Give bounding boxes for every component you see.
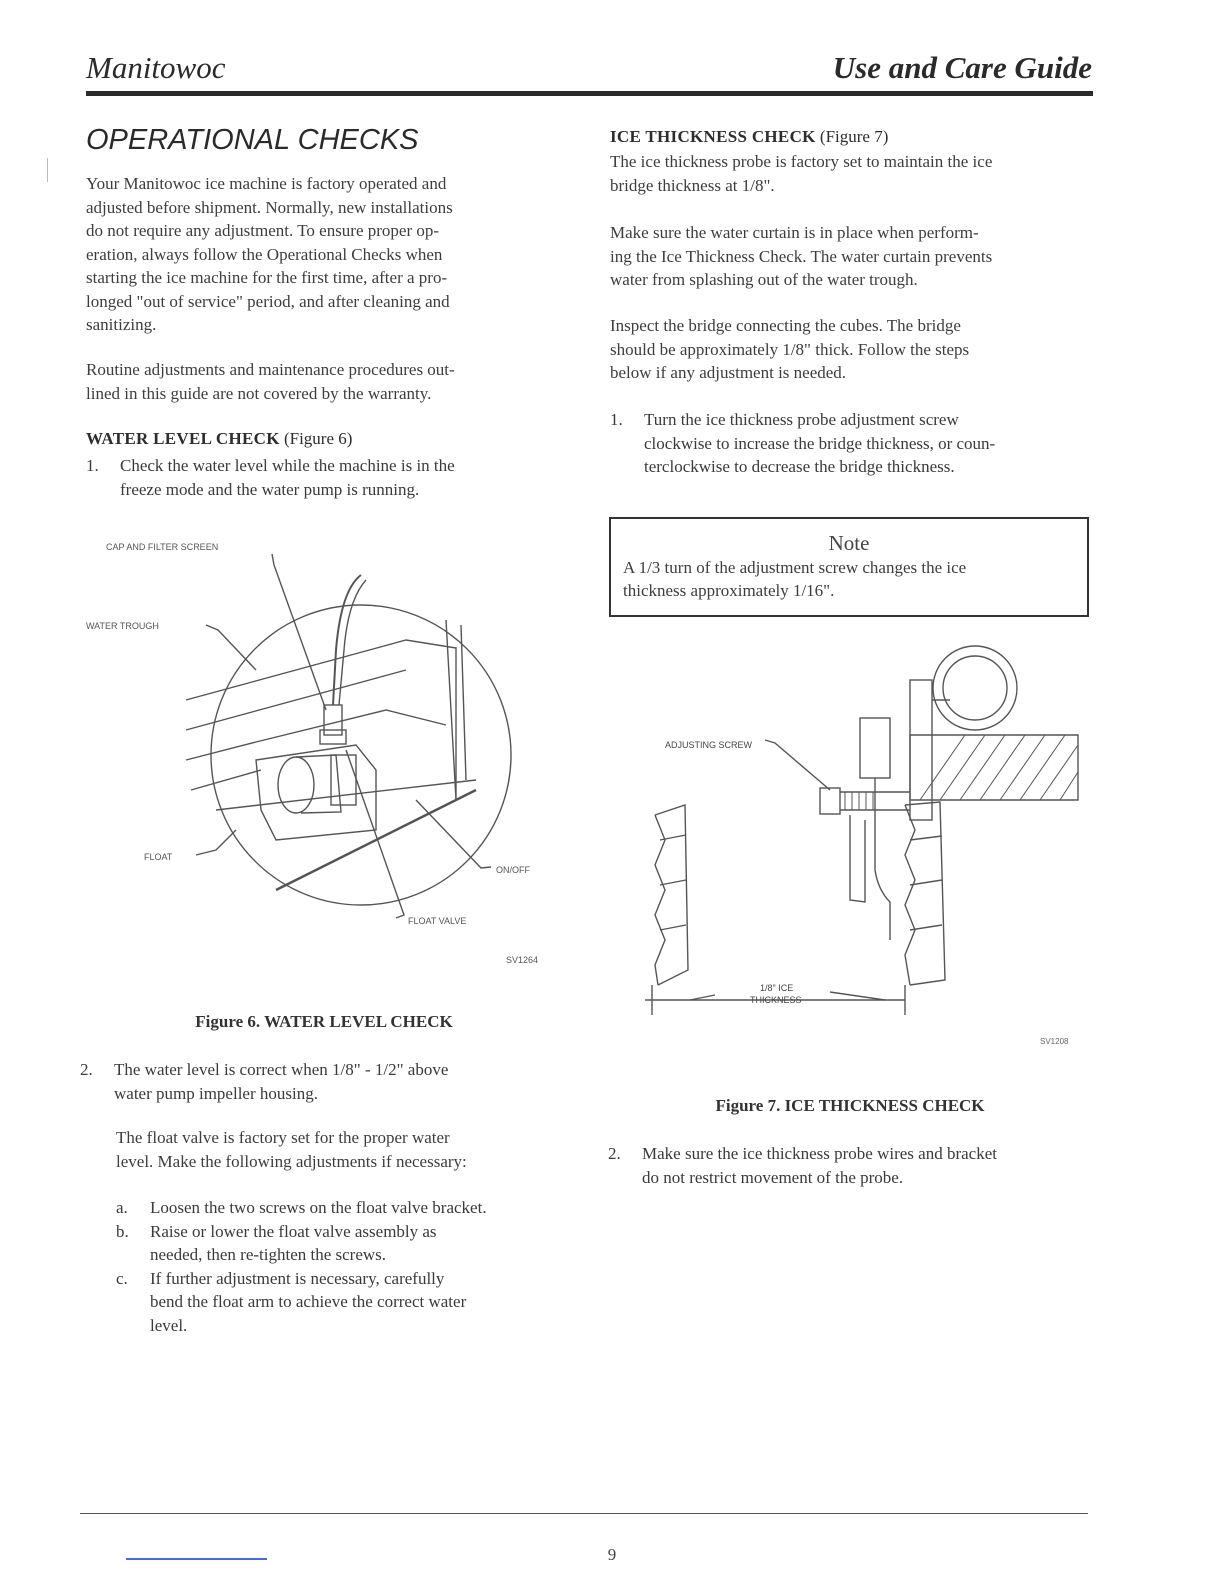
label-ice-thickness-line-1: 1/8" ICE — [760, 983, 794, 993]
ice-intro-line: bridge thickness at 1/8". — [610, 175, 775, 195]
figure-7-caption: Figure 7. ICE THICKNESS CHECK — [715, 1096, 985, 1115]
sub-step-line: needed, then re-tighten the screws. — [150, 1245, 387, 1264]
step-line: water pump impeller housing. — [114, 1083, 318, 1103]
sub-step-letter: c. — [116, 1268, 128, 1288]
note-line: thickness approximately 1/16". — [623, 581, 835, 600]
sub-step-line: Raise or lower the float valve assembly as — [150, 1221, 437, 1241]
ice-thickness-heading — [610, 127, 888, 147]
ice-step-2 — [608, 1142, 1088, 1189]
label-on-off: ON/OFF — [496, 865, 530, 875]
step-line: Check the water level while the machine is in the — [120, 456, 455, 475]
ice-step-1 — [610, 408, 1090, 479]
water-level-head-text: WATER LEVEL CHECK — [86, 429, 280, 448]
step-line: The water level is correct when 1/8" - 1/2" above — [114, 1060, 449, 1079]
intro-line: do not require any adjustment. To ensure proper op- — [86, 221, 440, 240]
note-line: A 1/3 turn of the adjustment screw changes the ice — [623, 558, 967, 577]
curtain-line: ing the Ice Thickness Check. The water curtain prevents — [610, 246, 993, 266]
inspect-line: below if any adjustment is needed. — [610, 363, 847, 382]
sub-step-a — [116, 1196, 558, 1220]
note-title: Note — [828, 531, 870, 555]
intro-paragraph — [86, 172, 562, 337]
sub-step-line: If further adjustment is necessary, carefully — [150, 1268, 445, 1288]
water-level-step-1 — [86, 454, 562, 501]
section-title: OPERATIONAL CHECKS — [86, 124, 419, 156]
routine-line: lined in this guide are not covered by the warranty. — [86, 383, 432, 403]
label-float: FLOAT — [144, 852, 173, 862]
step-number: 2. — [608, 1144, 621, 1163]
sub-step-b — [116, 1220, 558, 1267]
routine-paragraph — [86, 358, 562, 405]
sub-step-letter: a. — [116, 1198, 128, 1217]
water-level-step-2 — [80, 1058, 558, 1105]
label-ice-thickness-line-2: THICKNESS — [750, 995, 802, 1005]
label-figure-code: SV1208 — [1040, 1037, 1069, 1046]
water-curtain-paragraph — [610, 221, 1090, 292]
step-line: freeze mode and the water pump is running. — [120, 479, 420, 499]
adjustment-sub-steps — [116, 1196, 558, 1337]
note-text — [611, 556, 1087, 602]
step-number: 1. — [610, 410, 623, 429]
sub-step-letter: b. — [116, 1221, 129, 1241]
intro-line: starting the ice machine for the first time, after a pro- — [86, 268, 448, 287]
water-level-heading — [86, 429, 352, 449]
inspect-bridge-paragraph — [610, 314, 1090, 385]
ice-thickness-head-text: ICE THICKNESS CHECK — [610, 127, 816, 146]
ice-thickness-fig-ref: (Figure 7) — [819, 127, 889, 146]
figure-7-ice-thickness-diagram — [620, 640, 1090, 1060]
label-figure-code: SV1264 — [506, 955, 539, 965]
sub-step-c — [116, 1267, 558, 1338]
label-float-valve: FLOAT VALVE — [408, 916, 467, 926]
intro-line: eration, always follow the Operational Checks when — [86, 244, 443, 264]
intro-line: Your Manitowoc ice machine is factory operated and — [86, 174, 447, 193]
label-cap-filter: CAP AND FILTER SCREEN — [106, 542, 219, 552]
step-line: do not restrict movement of the probe. — [642, 1167, 904, 1187]
curtain-line: Make sure the water curtain is in place when perform- — [610, 223, 979, 242]
note-box — [609, 517, 1089, 617]
brand-name: Manitowoc — [86, 50, 226, 85]
guide-title: Use and Care Guide — [832, 50, 1092, 85]
step-line: clockwise to increase the bridge thickness, or coun- — [644, 433, 996, 453]
intro-line: sanitizing. — [86, 315, 157, 334]
sub-step-line: bend the float arm to achieve the correct water — [150, 1292, 467, 1311]
footer-rule — [80, 1513, 1088, 1514]
routine-line: Routine adjustments and maintenance procedures out- — [86, 360, 455, 379]
float-valve-paragraph — [116, 1126, 558, 1173]
label-water-trough: WATER TROUGH — [86, 621, 159, 631]
ice-intro-paragraph — [610, 150, 1090, 197]
margin-mark — [47, 158, 48, 182]
float-line: level. Make the following adjustments if necessary: — [116, 1151, 467, 1171]
step-line: Make sure the ice thickness probe wires and bracket — [642, 1144, 997, 1163]
header-rule — [86, 91, 1093, 96]
inspect-line: Inspect the bridge connecting the cubes. The bridge — [610, 316, 961, 335]
ice-intro-line: The ice thickness probe is factory set to maintain the ice — [610, 152, 993, 171]
step-line: terclockwise to decrease the bridge thickness. — [644, 457, 955, 476]
step-line: Turn the ice thickness probe adjustment screw — [644, 410, 959, 429]
scan-artifact-line — [126, 1558, 267, 1560]
float-line: The float valve is factory set for the proper water — [116, 1128, 450, 1147]
figure-6-caption: Figure 6. WATER LEVEL CHECK — [195, 1012, 453, 1031]
curtain-line: water from splashing out of the water trough. — [610, 270, 918, 289]
sub-step-line: level. — [150, 1315, 188, 1335]
label-adjusting-screw: ADJUSTING SCREW — [665, 740, 753, 750]
page-number: 9 — [607, 1545, 617, 1564]
detail-circle — [211, 605, 511, 905]
intro-line: adjusted before shipment. Normally, new installations — [86, 197, 453, 217]
inspect-line: should be approximately 1/8" thick. Follow the steps — [610, 339, 970, 359]
step-number: 2. — [80, 1060, 93, 1079]
intro-line: longed "out of service" period, and after cleaning and — [86, 291, 450, 311]
sub-step-line: Loosen the two screws on the float valve bracket. — [150, 1198, 487, 1217]
water-level-fig-ref: (Figure 6) — [283, 429, 353, 448]
step-number: 1. — [86, 456, 99, 475]
figure-6-water-level-diagram — [86, 530, 566, 980]
